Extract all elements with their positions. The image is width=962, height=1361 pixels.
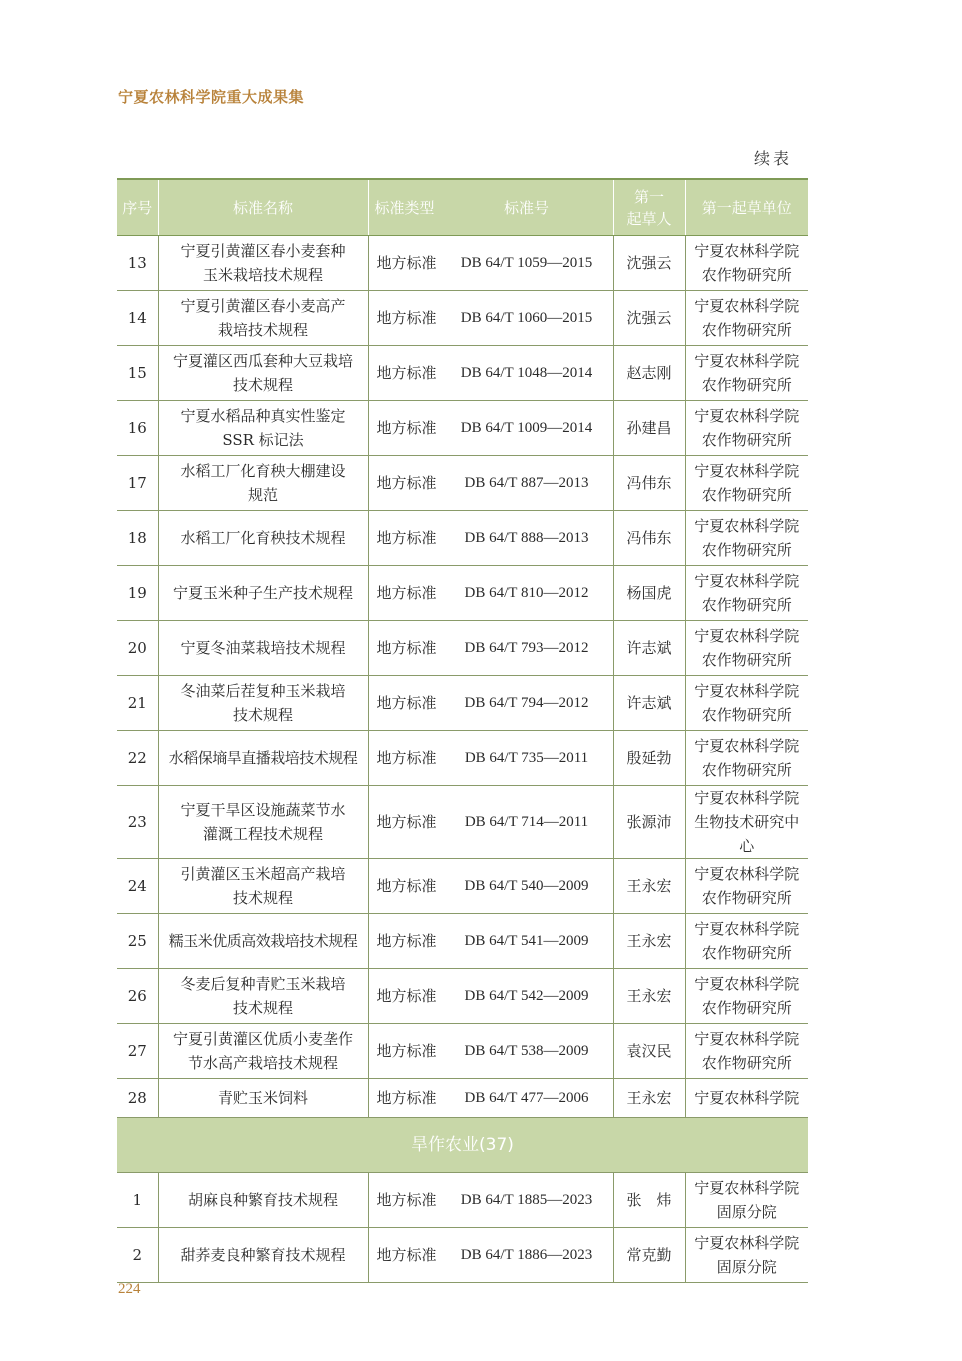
name-line1: 宁夏引黄灌区春小麦高产: [180, 297, 346, 315]
table-row: [117, 346, 808, 401]
header-type-number: [368, 179, 613, 236]
cell-name: [158, 1173, 368, 1228]
number-text: DB 64/T 1048—2014: [460, 365, 593, 381]
cell-name: [158, 236, 368, 291]
drafter-text: 冯伟东: [626, 474, 672, 492]
cell-drafter: [613, 511, 685, 566]
drafter-text: 杨国虎: [626, 584, 672, 602]
seq-text: 14: [127, 309, 147, 327]
cell-unit: [685, 914, 808, 969]
name-line1: 宁夏冬油菜栽培技术规程: [180, 639, 346, 657]
unit-line1: 宁夏农林科学院: [694, 1089, 800, 1107]
table-row: [117, 1173, 808, 1228]
table-row: [117, 291, 808, 346]
number-text: DB 64/T 810—2012: [464, 585, 589, 601]
unit-line1: 宁夏农林科学院: [694, 462, 800, 480]
cell-unit: [685, 859, 808, 914]
unit-line1: 宁夏农林科学院: [694, 352, 800, 370]
number-text: DB 64/T 1886—2023: [460, 1247, 593, 1263]
table-header: [117, 179, 808, 236]
cell-unit: [685, 1173, 808, 1228]
unit-line1: 宁夏农林科学院: [694, 682, 800, 700]
cell-type-number: [368, 731, 613, 786]
number-text: DB 64/T 887—2013: [464, 475, 589, 491]
unit-line1: 宁夏农林科学院: [694, 297, 800, 315]
drafter-text: 冯伟东: [626, 529, 672, 547]
drafter-text: 张 炜: [626, 1191, 672, 1209]
cell-type-number: [368, 786, 613, 859]
header-seq: 序号: [117, 179, 158, 236]
unit-line1: 宁夏农林科学院: [694, 407, 800, 425]
table-row: [117, 786, 808, 859]
unit-line2: 生物技术研究中心: [694, 813, 800, 855]
cell-drafter: [613, 859, 685, 914]
seq-text: 26: [127, 987, 147, 1005]
table-row: [117, 566, 808, 621]
type-text: 地方标准: [376, 1191, 437, 1209]
cell-drafter: [613, 236, 685, 291]
header-drafter-line2: 起草人: [626, 209, 672, 228]
cell-unit: [685, 401, 808, 456]
seq-text: 28: [127, 1089, 147, 1107]
seq-text: 19: [127, 584, 147, 602]
drafter-text: 许志斌: [626, 694, 672, 712]
cell-name: [158, 566, 368, 621]
cell-type-number: [368, 1024, 613, 1079]
header-unit: 第一起草单位: [685, 179, 808, 236]
drafter-text: 袁汉民: [626, 1042, 672, 1060]
type-text: 地方标准: [376, 877, 437, 895]
name-line1: 水稻工厂化育秧技术规程: [180, 529, 346, 547]
unit-line2: 农作物研究所: [701, 266, 792, 284]
standards-table: [117, 178, 808, 1283]
number-text: DB 64/T 542—2009: [464, 988, 589, 1004]
name-line1: 宁夏引黄灌区优质小麦垄作: [172, 1030, 353, 1048]
unit-line2: 农作物研究所: [701, 944, 792, 962]
cell-name: [158, 621, 368, 676]
drafter-text: 孙建昌: [626, 419, 672, 437]
cell-seq: [117, 786, 158, 859]
unit-line1: 宁夏农林科学院: [694, 1234, 800, 1252]
drafter-text: 张源沛: [626, 813, 672, 831]
cell-seq: [117, 914, 158, 969]
cell-name: [158, 676, 368, 731]
cell-seq: [117, 511, 158, 566]
cell-seq: [117, 1173, 158, 1228]
unit-line1: 宁夏农林科学院: [694, 737, 800, 755]
type-text: 地方标准: [376, 1042, 437, 1060]
header-number: 标准号: [503, 199, 549, 217]
cell-name: [158, 346, 368, 401]
number-text: DB 64/T 1885—2023: [460, 1192, 593, 1208]
name-line2: 栽培技术规程: [217, 321, 308, 339]
continued-label: 续表: [753, 149, 792, 168]
unit-line2: 农作物研究所: [701, 761, 792, 779]
name-line1: 糯玉米优质高效栽培技术规程: [168, 932, 358, 950]
seq-text: 2: [132, 1246, 143, 1264]
unit-line1: 宁夏农林科学院: [694, 627, 800, 645]
cell-type-number: [368, 401, 613, 456]
cell-seq: [117, 731, 158, 786]
cell-type-number: [368, 859, 613, 914]
cell-unit: [685, 1228, 808, 1283]
unit-line2: 农作物研究所: [701, 596, 792, 614]
cell-drafter: [613, 621, 685, 676]
cell-unit: [685, 731, 808, 786]
cell-unit: [685, 291, 808, 346]
table-row: [117, 1228, 808, 1283]
seq-text: 27: [127, 1042, 147, 1060]
cell-unit: [685, 621, 808, 676]
cell-type-number: [368, 291, 613, 346]
unit-line2: 农作物研究所: [701, 999, 792, 1017]
header-drafter: [613, 179, 685, 236]
drafter-text: 王永宏: [626, 932, 672, 950]
page-number: 224: [118, 1281, 141, 1297]
name-line1: 宁夏干旱区设施蔬菜节水: [180, 801, 346, 819]
cell-type-number: [368, 1228, 613, 1283]
unit-line1: 宁夏农林科学院: [694, 975, 800, 993]
type-text: 地方标准: [376, 749, 437, 767]
cell-name: [158, 1024, 368, 1079]
cell-type-number: [368, 456, 613, 511]
cell-type-number: [368, 914, 613, 969]
running-head: 宁夏农林科学院重大成果集: [118, 88, 305, 106]
header-drafter-line1: 第一: [633, 187, 664, 206]
cell-unit: [685, 1024, 808, 1079]
name-line1: 水稻工厂化育秧大棚建设: [180, 462, 346, 480]
unit-line2: 农作物研究所: [701, 706, 792, 724]
number-text: DB 64/T 1009—2014: [460, 420, 593, 436]
unit-line1: 宁夏农林科学院: [694, 242, 800, 260]
cell-type-number: [368, 676, 613, 731]
cell-unit: [685, 456, 808, 511]
unit-line2: 农作物研究所: [701, 541, 792, 559]
name-line2: 规范: [247, 486, 278, 504]
seq-text: 22: [127, 749, 147, 767]
seq-text: 18: [127, 529, 147, 547]
drafter-text: 许志斌: [626, 639, 672, 657]
number-text: DB 64/T 540—2009: [464, 878, 589, 894]
name-line1: 青贮玉米饲料: [217, 1089, 308, 1107]
cell-drafter: [613, 1173, 685, 1228]
cell-drafter: [613, 914, 685, 969]
header-type: 标准类型: [374, 199, 435, 217]
number-text: DB 64/T 888—2013: [464, 530, 589, 546]
unit-line2: 农作物研究所: [701, 431, 792, 449]
cell-seq: [117, 401, 158, 456]
name-line1: 甜荞麦良种繁育技术规程: [180, 1246, 346, 1264]
number-text: DB 64/T 538—2009: [464, 1043, 589, 1059]
cell-unit: [685, 236, 808, 291]
cell-type-number: [368, 511, 613, 566]
unit-line1: 宁夏农林科学院: [694, 1179, 800, 1197]
cell-unit: [685, 969, 808, 1024]
unit-line2: 农作物研究所: [701, 889, 792, 907]
name-line1: 冬麦后复种青贮玉米栽培: [180, 975, 346, 993]
section-header-row: [117, 1118, 808, 1173]
name-line1: 引黄灌区玉米超高产栽培: [180, 865, 346, 883]
number-text: DB 64/T 714—2011: [464, 814, 589, 830]
drafter-text: 王永宏: [626, 987, 672, 1005]
number-text: DB 64/T 1059—2015: [460, 255, 593, 271]
cell-unit: [685, 676, 808, 731]
cell-name: [158, 914, 368, 969]
type-text: 地方标准: [376, 584, 437, 602]
cell-seq: [117, 621, 158, 676]
drafter-text: 王永宏: [626, 877, 672, 895]
drafter-text: 王永宏: [626, 1089, 672, 1107]
seq-text: 1: [132, 1191, 143, 1209]
drafter-text: 赵志刚: [626, 364, 672, 382]
name-line1: 水稻保墒旱直播栽培技术规程: [168, 749, 358, 767]
type-text: 地方标准: [376, 254, 437, 272]
seq-text: 21: [127, 694, 147, 712]
table-row: [117, 621, 808, 676]
name-line2: 灌溉工程技术规程: [202, 825, 323, 843]
seq-text: 13: [127, 254, 147, 272]
name-line2: 技术规程: [232, 376, 293, 394]
type-text: 地方标准: [376, 529, 437, 547]
cell-seq: [117, 566, 158, 621]
cell-seq: [117, 969, 158, 1024]
unit-line2: 农作物研究所: [701, 651, 792, 669]
number-text: DB 64/T 541—2009: [464, 933, 589, 949]
cell-seq: [117, 1079, 158, 1118]
cell-drafter: [613, 346, 685, 401]
cell-name: [158, 786, 368, 859]
cell-drafter: [613, 676, 685, 731]
seq-text: 17: [127, 474, 147, 492]
cell-drafter: [613, 731, 685, 786]
drafter-text: 沈强云: [626, 309, 672, 327]
cell-seq: [117, 456, 158, 511]
type-text: 地方标准: [376, 932, 437, 950]
cell-seq: [117, 236, 158, 291]
name-line1: 宁夏灌区西瓜套种大豆栽培: [172, 352, 353, 370]
table-row: [117, 676, 808, 731]
unit-line2: 农作物研究所: [701, 376, 792, 394]
seq-text: 23: [127, 813, 147, 831]
number-text: DB 64/T 735—2011: [464, 750, 589, 766]
cell-name: [158, 291, 368, 346]
unit-line1: 宁夏农林科学院: [694, 517, 800, 535]
drafter-text: 沈强云: [626, 254, 672, 272]
name-line1: 冬油菜后茬复种玉米栽培: [180, 682, 346, 700]
seq-text: 16: [127, 419, 147, 437]
table-row: [117, 236, 808, 291]
table-row: [117, 859, 808, 914]
unit-line2: 固原分院: [716, 1203, 777, 1221]
unit-line2: 固原分院: [716, 1258, 777, 1276]
unit-line1: 宁夏农林科学院: [694, 789, 800, 807]
table-row: [117, 914, 808, 969]
unit-line1: 宁夏农林科学院: [694, 920, 800, 938]
cell-type-number: [368, 1173, 613, 1228]
table-body: [117, 236, 808, 1283]
cell-drafter: [613, 1024, 685, 1079]
cell-type-number: [368, 969, 613, 1024]
section-title: 旱作农业(37): [117, 1118, 808, 1173]
type-text: 地方标准: [376, 419, 437, 437]
cell-name: [158, 511, 368, 566]
cell-drafter: [613, 291, 685, 346]
name-line2: 技术规程: [232, 706, 293, 724]
unit-line2: 农作物研究所: [701, 321, 792, 339]
number-text: DB 64/T 794—2012: [464, 695, 589, 711]
type-text: 地方标准: [376, 987, 437, 1005]
unit-line2: 农作物研究所: [701, 1054, 792, 1072]
cell-type-number: [368, 1079, 613, 1118]
unit-line1: 宁夏农林科学院: [694, 1030, 800, 1048]
type-text: 地方标准: [376, 364, 437, 382]
cell-name: [158, 456, 368, 511]
name-line1: 胡麻良种繁育技术规程: [187, 1191, 338, 1209]
cell-seq: [117, 1228, 158, 1283]
type-text: 地方标准: [376, 813, 437, 831]
table-row: [117, 1024, 808, 1079]
cell-unit: [685, 566, 808, 621]
table-row: [117, 1079, 808, 1118]
table-row: [117, 731, 808, 786]
name-line2: 玉米栽培技术规程: [202, 266, 323, 284]
cell-type-number: [368, 346, 613, 401]
header-name: 标准名称: [158, 179, 368, 236]
number-text: DB 64/T 477—2006: [464, 1090, 589, 1106]
cell-name: [158, 401, 368, 456]
unit-line1: 宁夏农林科学院: [694, 572, 800, 590]
cell-type-number: [368, 621, 613, 676]
seq-text: 25: [127, 932, 147, 950]
type-text: 地方标准: [376, 1246, 437, 1264]
cell-name: [158, 859, 368, 914]
name-line2: SSR 标记法: [222, 431, 304, 449]
cell-drafter: [613, 1079, 685, 1118]
cell-unit: [685, 346, 808, 401]
cell-type-number: [368, 236, 613, 291]
cell-seq: [117, 676, 158, 731]
cell-drafter: [613, 1228, 685, 1283]
type-text: 地方标准: [376, 474, 437, 492]
name-line1: 宁夏玉米种子生产技术规程: [172, 584, 353, 602]
cell-drafter: [613, 566, 685, 621]
cell-unit: [685, 786, 808, 859]
table-row: [117, 456, 808, 511]
cell-seq: [117, 1024, 158, 1079]
type-text: 地方标准: [376, 1089, 437, 1107]
cell-seq: [117, 859, 158, 914]
type-text: 地方标准: [376, 694, 437, 712]
cell-unit: [685, 1079, 808, 1118]
name-line1: 宁夏水稻品种真实性鉴定: [180, 407, 346, 425]
name-line2: 技术规程: [232, 889, 293, 907]
cell-seq: [117, 291, 158, 346]
cell-name: [158, 1228, 368, 1283]
table-row: [117, 511, 808, 566]
seq-text: 24: [127, 877, 147, 895]
cell-seq: [117, 346, 158, 401]
number-text: DB 64/T 793—2012: [464, 640, 589, 656]
seq-text: 15: [127, 364, 147, 382]
cell-name: [158, 731, 368, 786]
name-line2: 节水高产栽培技术规程: [187, 1054, 338, 1072]
type-text: 地方标准: [376, 309, 437, 327]
cell-drafter: [613, 456, 685, 511]
cell-drafter: [613, 969, 685, 1024]
unit-line1: 宁夏农林科学院: [694, 865, 800, 883]
name-line1: 宁夏引黄灌区春小麦套种: [180, 242, 346, 260]
cell-unit: [685, 511, 808, 566]
drafter-text: 殷延勃: [626, 749, 672, 767]
cell-type-number: [368, 566, 613, 621]
table-row: [117, 401, 808, 456]
type-text: 地方标准: [376, 639, 437, 657]
drafter-text: 常克勤: [626, 1246, 672, 1264]
cell-drafter: [613, 401, 685, 456]
table-row: [117, 969, 808, 1024]
unit-line2: 农作物研究所: [701, 486, 792, 504]
cell-drafter: [613, 786, 685, 859]
cell-name: [158, 969, 368, 1024]
name-line2: 技术规程: [232, 999, 293, 1017]
number-text: DB 64/T 1060—2015: [460, 310, 593, 326]
seq-text: 20: [127, 639, 147, 657]
cell-name: [158, 1079, 368, 1118]
